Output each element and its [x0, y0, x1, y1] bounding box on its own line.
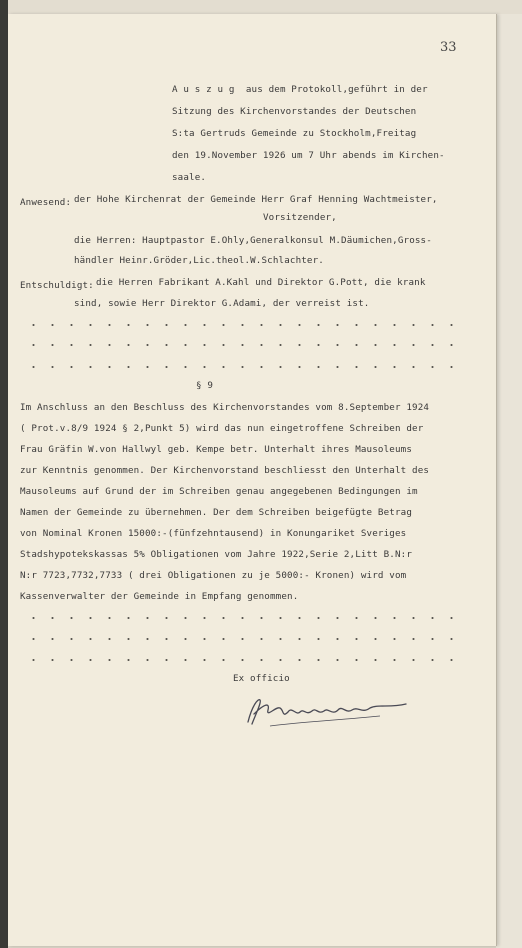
header-line-2: Sitzung des Kirchenvorstandes der Deutschen	[172, 106, 417, 117]
body-line-9: N:r 7723,7732,7733 ( drei Obligationen zu je 5000:- Kronen) wird vom	[20, 570, 407, 581]
section-heading: § 9	[196, 380, 214, 391]
body-line-3: Frau Gräfin W.von Hallwyl geb. Kempe betr. Unterhalt ihres Mausoleums	[20, 444, 413, 455]
dotted-rule	[24, 617, 464, 619]
body-line-8: Stadshypotekskassas 5% Obligationen vom Jahre 1922,Serie 2,Litt B.N:r	[20, 549, 413, 560]
page-number: 33	[440, 40, 457, 55]
handwritten-signature	[240, 692, 415, 732]
header-line-3: S:ta Gertruds Gemeinde zu Stockholm,Freitag	[172, 128, 417, 139]
header-line-5: saale.	[172, 172, 207, 183]
body-line-4: zur Kenntnis genommen. Der Kirchenvorstand beschliesst den Unterhalt des	[20, 465, 430, 476]
page-edge	[496, 14, 522, 948]
closing-ex-officio: Ex officio	[233, 673, 290, 684]
dotted-rule	[24, 344, 464, 346]
body-line-5: Mausoleums auf Grund der im Schreiben genau angegebenen Bedingungen im	[20, 486, 418, 497]
dotted-rule	[24, 659, 464, 661]
dotted-rule	[24, 638, 464, 640]
entschuldigt-line-1: die Herren Fabrikant A.Kahl und Direktor G.Pott, die krank	[96, 277, 426, 288]
scan-top-margin	[8, 0, 522, 14]
anwesend-label: Anwesend:	[20, 197, 72, 208]
entschuldigt-label: Entschuldigt:	[20, 280, 94, 291]
entschuldigt-line-2: sind, sowie Herr Direktor G.Adami, der verreist ist.	[74, 298, 370, 309]
herren-line-1: die Herren: Hauptpastor E.Ohly,Generalkonsul M.Däumichen,Gross-	[74, 235, 432, 246]
dotted-rule	[24, 366, 464, 368]
body-line-6: Namen der Gemeinde zu übernehmen. Der dem Schreiben beigefügte Betrag	[20, 507, 413, 518]
body-line-2: ( Prot.v.8/9 1924 § 2,Punkt 5) wird das nun eingetroffene Schreiben der	[20, 423, 424, 434]
body-line-1: Im Anschluss an den Beschluss des Kirchenvorstandes vom 8.September 1924	[20, 402, 430, 413]
header-line-4: den 19.November 1926 um 7 Uhr abends im Kirchen-	[172, 150, 445, 161]
dotted-rule	[24, 324, 464, 326]
anwesend-line-2: Vorsitzender,	[263, 212, 337, 223]
header-line-1: A u s z u g aus dem Protokoll,geführt in der	[172, 84, 428, 95]
body-line-7: von Nominal Kronen 15000:-(fünfzehntausend) in Konungariket Sveriges	[20, 528, 407, 539]
anwesend-line-1: der Hohe Kirchenrat der Gemeinde Herr Graf Henning Wachtmeister,	[74, 194, 438, 205]
herren-line-2: händler Heinr.Gröder,Lic.theol.W.Schlachter.	[74, 255, 324, 266]
binding-edge	[0, 0, 8, 948]
body-line-10: Kassenverwalter der Gemeinde in Empfang genommen.	[20, 591, 299, 602]
